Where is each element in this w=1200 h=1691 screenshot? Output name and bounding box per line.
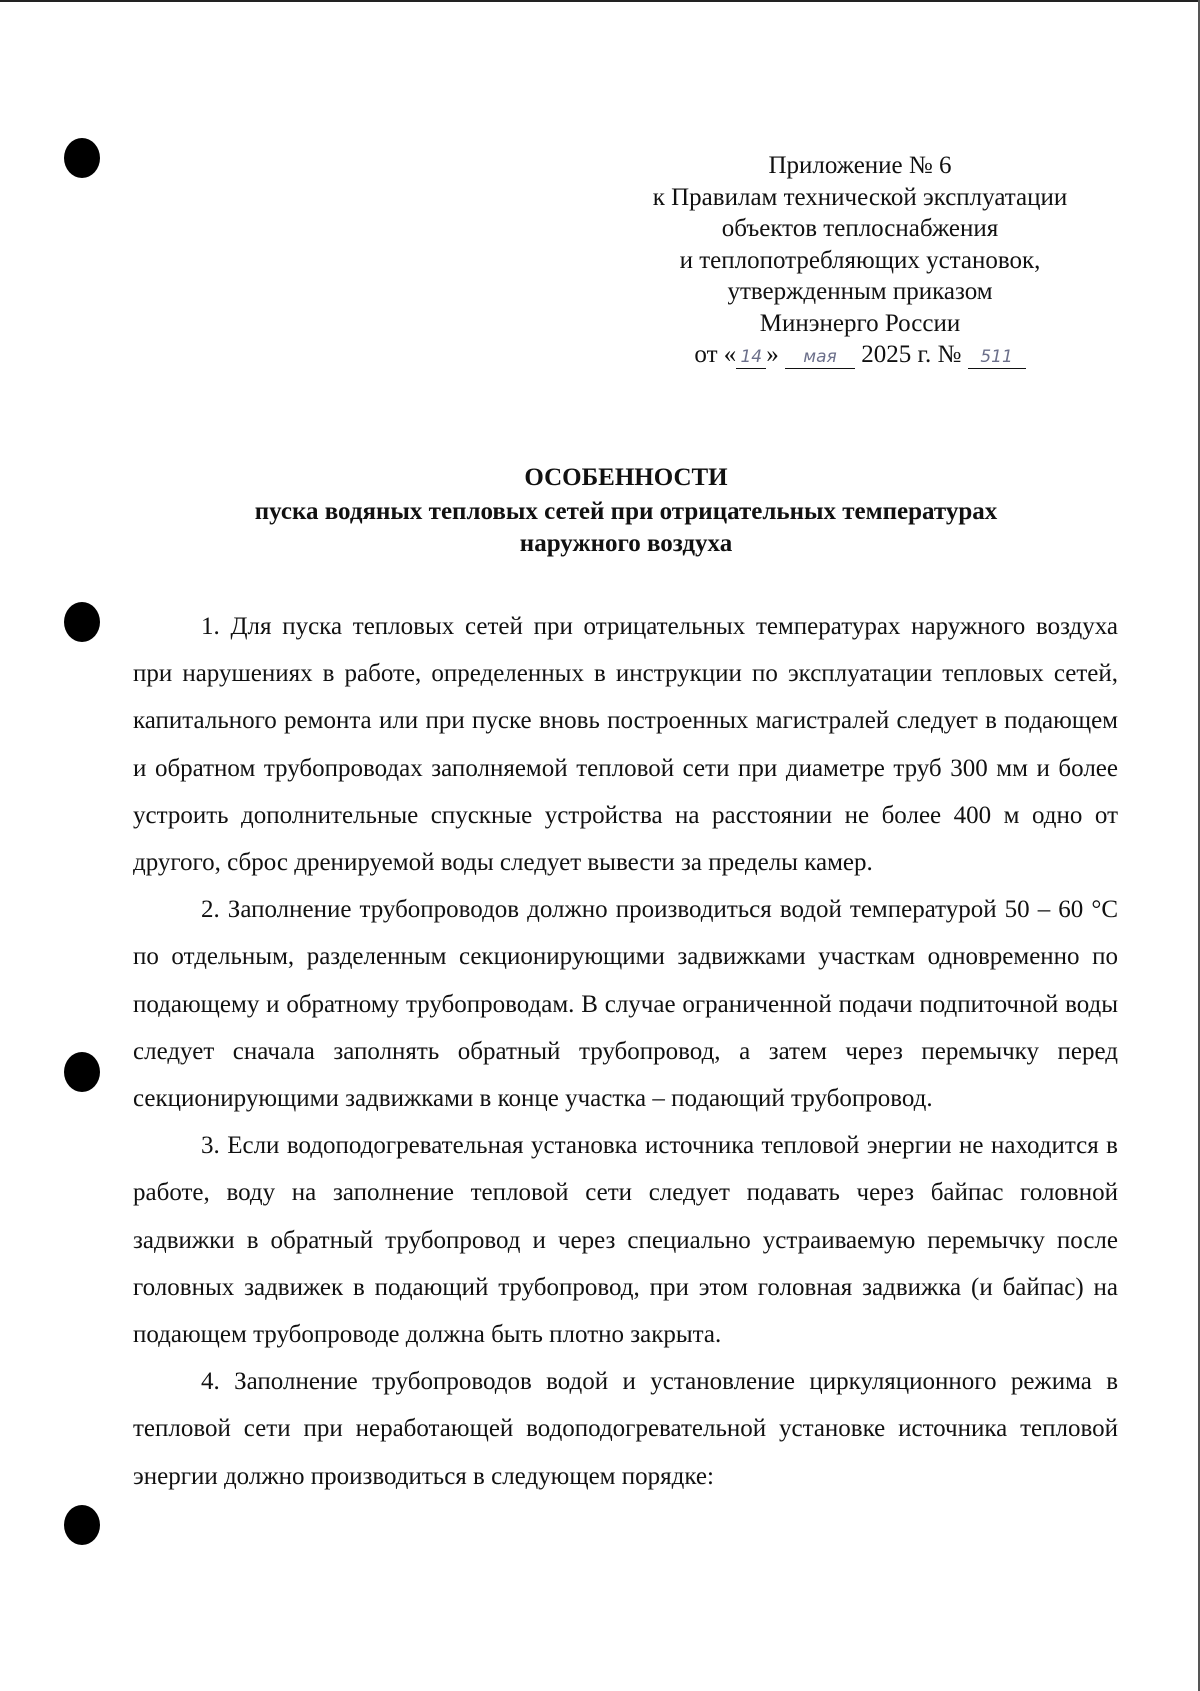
document-body [133,603,1118,1500]
approval-line: объектов теплоснабжения [721,215,999,242]
date-quote-close: » [766,341,779,368]
title-main: ОСОБЕННОСТИ [524,464,728,491]
handwritten-day: 14 [736,346,766,369]
date-year: 2025 г. № [861,341,962,368]
approval-date-line [600,339,1120,371]
paragraph: 3. Если водоподогревательная установка источника тепловой энергии не находится в работе, воду на заполнение тепловой сети следует подавать через байпас головной задвижки в обратный трубопровод и через специально устраиваемую перемычку после головных задвижек в подающий трубопровод, при этом головная задвижка (и байпас) на подающем трубопроводе должна быть плотно закрыта. [133,1132,1118,1349]
handwritten-doc-number: 511 [968,346,1026,369]
paragraph: 1. Для пуска тепловых сетей при отрицательных температурах наружного воздуха при нарушениях в работе, определенных в инструкции по эксплуатации тепловых сетей, капитального ремонта или при пуске вновь построенных магистралей следует в подающем и обратном трубопроводах заполняемой тепловой сети при диаметре труб 300 мм и более устроить дополнительные спускные устройства на расстоянии не более 400 м одно от другого, сброс дренируемой воды следует вывести за пределы камер. [133,613,1118,877]
approval-line: и теплопотребляющих установок, [679,246,1041,274]
date-prefix: от « [694,341,737,368]
punch-hole-icon [64,1052,100,1092]
approval-line: Приложение № 6 [768,152,952,179]
punch-hole-icon [64,1505,100,1545]
title-subtitle-line: пуска водяных тепловых сетей при отрицательных температурах [254,498,998,525]
document-title [130,460,1122,560]
approval-line: утвержденным приказом [727,278,993,305]
paragraph: 4. Заполнение трубопроводов водой и установление циркуляционного режима в тепловой сети при неработающей водоподогревательной установке источника тепловой энергии должно производиться в следующем порядке: [133,1368,1118,1490]
punch-hole-icon [64,602,100,642]
scan-edge-top [0,0,1200,2]
title-subtitle-line: наружного воздуха [519,530,733,557]
approval-line: Минэнерго России [759,309,961,337]
handwritten-month: мая [785,346,855,369]
punch-hole-icon [64,138,100,178]
approval-line: к Правилам технической эксплуатации [652,183,1068,211]
paragraph: 2. Заполнение трубопроводов должно производиться водой температурой 50 – 60 °С по отдельным, разделенным секционирующими задвижками участкам одновременно по подающему и обратному трубопроводам. В случае ограниченной подачи подпиточной воды следует сначала заполнять обратный трубопровод, а затем через перемычку перед секционирующими задвижками в конце участка – подающий трубопровод. [133,896,1118,1113]
approval-block [600,150,1120,371]
